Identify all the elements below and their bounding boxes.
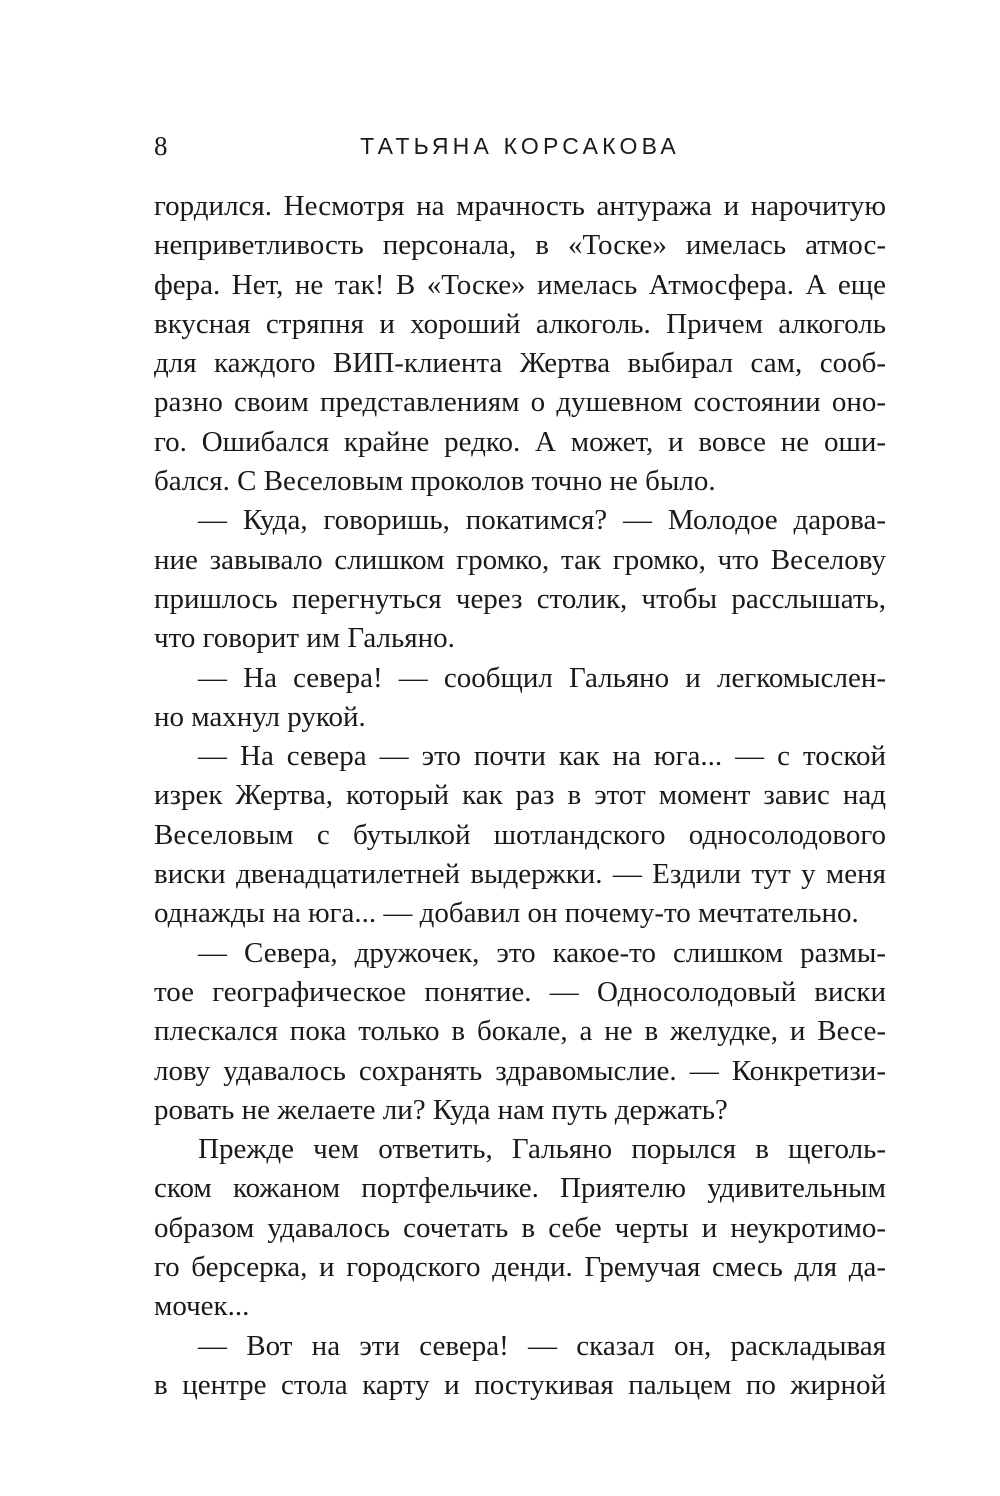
text-line: — Севера, дружочек, это какое-то слишком размы- bbox=[198, 936, 886, 969]
text-line: плескался пока только в бокале, а не в желудке, и Весе- bbox=[154, 1015, 886, 1048]
text-line: го. Ошибался крайне редко. А может, и вовсе не оши- bbox=[154, 425, 886, 458]
text-line: виски двенадцатилетней выдержки. — Ездили тут у меня bbox=[154, 858, 886, 891]
text-line: Веселовым с бутылкой шотландского односолодового bbox=[154, 818, 886, 851]
text-line: бался. С Веселовым проколов точно не было. bbox=[154, 465, 716, 498]
text-line: ровать не желаете ли? Куда нам путь держать? bbox=[154, 1093, 728, 1126]
text-line: образом удавалось сочетать в себе черты и неукротимо- bbox=[154, 1211, 886, 1244]
text-line: ние завывало слишком громко, так громко, что Веселову bbox=[154, 543, 886, 576]
text-line: что говорит им Гальяно. bbox=[154, 622, 455, 655]
text-line: ском кожаном портфельчике. Приятелю удивительным bbox=[154, 1172, 886, 1205]
text-line: вкусная стряпня и хороший алкоголь. Причем алкоголь bbox=[154, 307, 886, 340]
text-line: — Вот на эти севера! — сказал он, раскладывая bbox=[198, 1329, 886, 1362]
text-line: неприветливость персонала, в «Тоске» имелась атмос- bbox=[154, 229, 886, 262]
text-line: фера. Нет, не так! В «Тоске» имелась Атмосфера. А еще bbox=[154, 268, 886, 301]
page-number: 8 bbox=[154, 131, 168, 161]
text-line: го берсерка, и городского денди. Гремучая смесь для да- bbox=[154, 1251, 886, 1284]
running-title: ТАТЬЯНА КОРСАКОВА bbox=[360, 133, 680, 159]
text-line: лову удавалось сохранять здравомыслие. — Конкретизи- bbox=[154, 1054, 886, 1087]
text-line: в центре стола карту и постукивая пальцем по жирной bbox=[154, 1368, 886, 1401]
text-line: изрек Жертва, который как раз в этот момент завис над bbox=[154, 779, 886, 812]
text-line: мочек... bbox=[154, 1290, 250, 1323]
text-line: тое географическое понятие. — Односолодовый виски bbox=[154, 975, 886, 1008]
text-line: но махнул рукой. bbox=[154, 700, 366, 733]
text-line: Прежде чем ответить, Гальяно порылся в щеголь- bbox=[198, 1133, 886, 1166]
text-line: разно своим представлениям о душевном состоянии оно- bbox=[154, 386, 886, 419]
text-line: для каждого ВИП-клиента Жертва выбирал сам, сооб- bbox=[154, 347, 886, 380]
text-line: — На севера — это почти как на юга... — с тоской bbox=[198, 740, 886, 773]
text-line: гордился. Несмотря на мрачность антуража и нарочитую bbox=[154, 190, 886, 222]
text-line: однажды на юга... — добавил он почему-то мечтательно. bbox=[154, 897, 859, 930]
running-head bbox=[154, 126, 886, 166]
body-text bbox=[154, 187, 886, 1405]
text-line: — Куда, говоришь, покатимся? — Молодое дарова- bbox=[198, 504, 886, 537]
text-line: пришлось перегнуться через столик, чтобы расслышать, bbox=[154, 582, 886, 615]
text-line: — На севера! — сообщил Гальяно и легкомыслен- bbox=[198, 661, 886, 694]
